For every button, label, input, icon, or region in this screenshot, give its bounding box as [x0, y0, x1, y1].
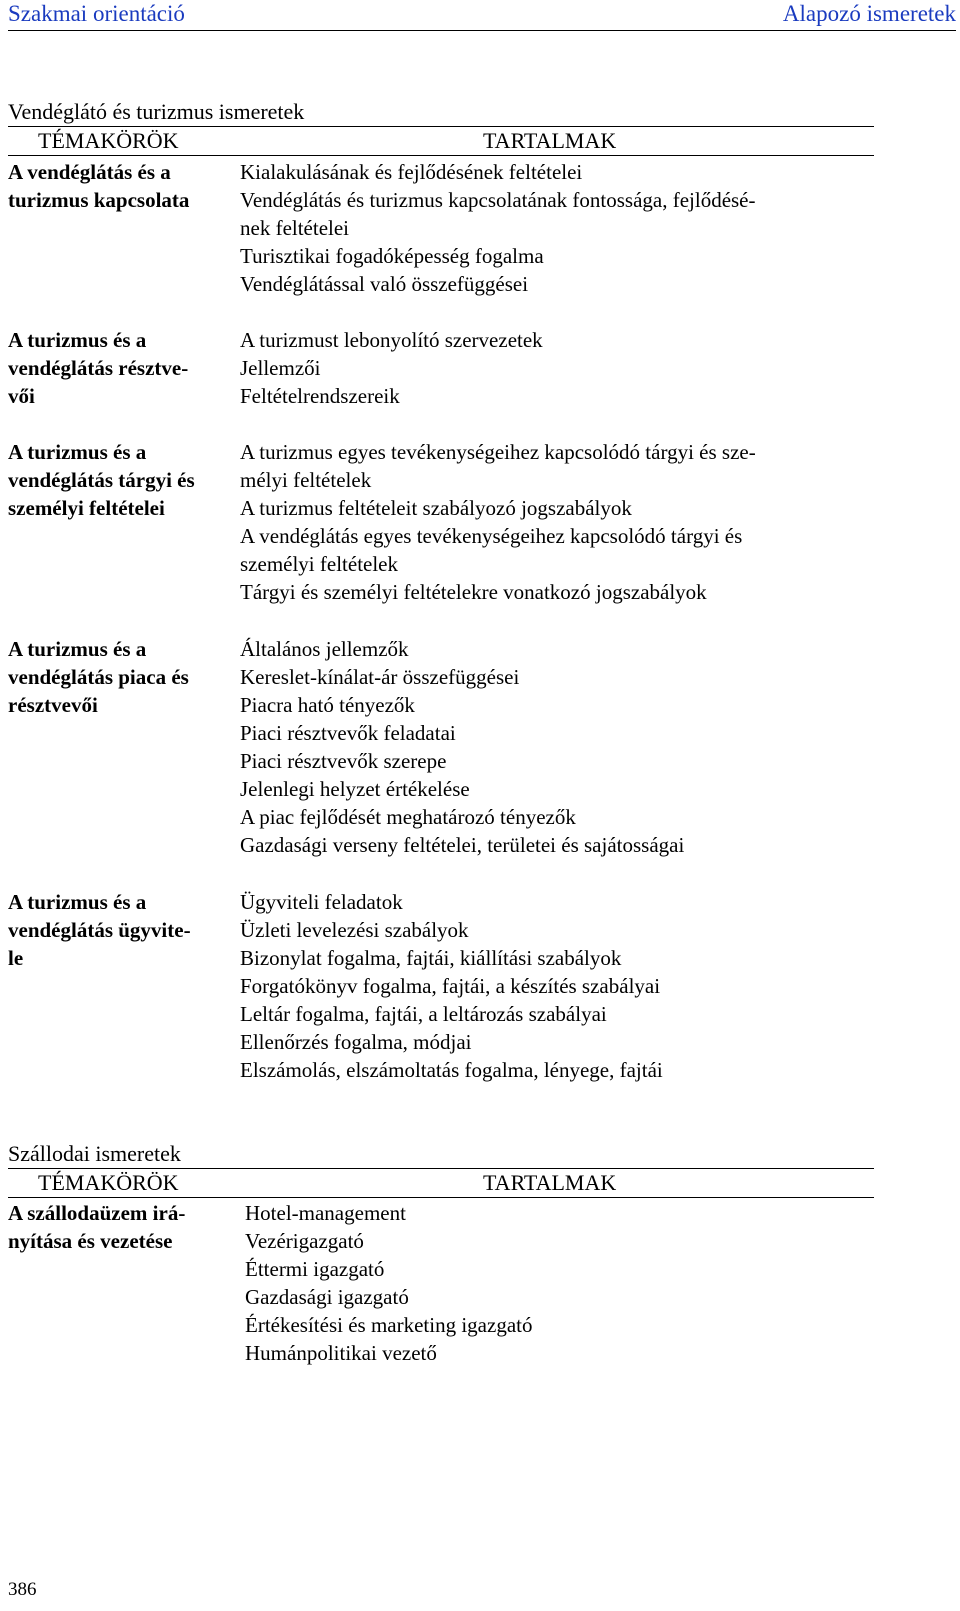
topic-contents: [240, 888, 860, 1084]
content-line: Turisztikai fogadóképesség fogalma: [240, 244, 544, 268]
content-line: Értékesítési és marketing igazgató: [245, 1313, 533, 1337]
content-line: Kialakulásának és fejlődésének feltételei: [240, 160, 583, 184]
content-line: Vendéglátással való összefüggései: [240, 272, 529, 296]
content-line: Leltár fogalma, fajtái, a leltározás szabályai: [240, 1002, 607, 1026]
topic-contents: [240, 326, 860, 410]
content-line: Üzleti levelezési szabályok: [240, 918, 469, 942]
content-line: Gazdasági verseny feltételei, területei és sajátosságai: [240, 833, 685, 857]
topic-label: A szállodaüzem irá- nyítása és vezetése: [8, 1201, 186, 1253]
content-line: A turizmus feltételeit szabályozó jogszabályok: [240, 496, 632, 520]
content-line: Tárgyi és személyi feltételekre vonatkozó jogszabályok: [240, 580, 707, 604]
column-header-contents: TARTALMAK: [483, 128, 617, 153]
topic-label: A turizmus és a vendéglátás résztve- vői: [8, 328, 189, 408]
content-line: Piaci résztvevők szerepe: [240, 749, 447, 773]
column-header-row: [8, 126, 874, 156]
content-line: Humánpolitikai vezető: [245, 1341, 437, 1365]
content-line: Jellemzői: [240, 356, 321, 380]
content-line: Ellenőrzés fogalma, módjai: [240, 1030, 472, 1054]
content-line: Vendéglátás és turizmus kapcsolatának fontossága, fejlődésé-: [240, 188, 756, 212]
content-line: Elszámolás, elszámoltatás fogalma, lényege, fajtái: [240, 1058, 663, 1082]
section-title: Vendéglátó és turizmus ismeretek: [8, 99, 305, 124]
content-line: Általános jellemzők: [240, 637, 409, 661]
content-line: A turizmust lebonyolító szervezetek: [240, 328, 543, 352]
page-number: 386: [8, 1579, 37, 1600]
topic-label: A turizmus és a vendéglátás ügyvite- le: [8, 890, 191, 970]
topic-label: A turizmus és a vendéglátás piaca és résztvevői: [8, 637, 189, 717]
content-line: Piacra ható tényezők: [240, 693, 415, 717]
content-line: Bizonylat fogalma, fajtái, kiállítási szabályok: [240, 946, 622, 970]
content-line: Éttermi igazgató: [245, 1257, 385, 1281]
content-line: Kereslet-kínálat-ár összefüggései: [240, 665, 520, 689]
page-header: [8, 0, 956, 31]
topic-contents: [245, 1199, 865, 1367]
content-line: mélyi feltételek: [240, 468, 372, 492]
content-line: Feltételrendszereik: [240, 384, 400, 408]
topic-label: A vendéglátás és a turizmus kapcsolata: [8, 160, 190, 212]
content-line: Ügyviteli feladatok: [240, 890, 403, 914]
content-line: A vendéglátás egyes tevékenységeihez kapcsolódó tárgyi és: [240, 524, 743, 548]
topic-label: A turizmus és a vendéglátás tárgyi és személyi feltételei: [8, 440, 195, 520]
header-left-title: Szakmai orientáció: [8, 1, 185, 26]
section-title: Szállodai ismeretek: [8, 1141, 181, 1166]
content-line: A piac fejlődését meghatározó tényezők: [240, 805, 576, 829]
content-line: Jelenlegi helyzet értékelése: [240, 777, 470, 801]
topic-contents: [240, 438, 860, 606]
content-line: Gazdasági igazgató: [245, 1285, 409, 1309]
column-header-topics: TÉMAKÖRÖK: [38, 1170, 179, 1195]
content-line: Vezérigazgató: [245, 1229, 364, 1253]
column-header-topics: TÉMAKÖRÖK: [38, 128, 179, 153]
content-line: nek feltételei: [240, 216, 350, 240]
topic-contents: [240, 635, 860, 859]
topic-contents: [240, 158, 860, 298]
column-header-contents: TARTALMAK: [483, 1170, 617, 1195]
content-line: Forgatókönyv fogalma, fajtái, a készítés szabályai: [240, 974, 661, 998]
content-line: Hotel-management: [245, 1201, 406, 1225]
header-right-title: Alapozó ismeretek: [782, 1, 956, 26]
content-line: A turizmus egyes tevékenységeihez kapcsolódó tárgyi és sze-: [240, 440, 756, 464]
content-line: személyi feltételek: [240, 552, 399, 576]
column-header-row: [8, 1168, 874, 1198]
content-line: Piaci résztvevők feladatai: [240, 721, 456, 745]
